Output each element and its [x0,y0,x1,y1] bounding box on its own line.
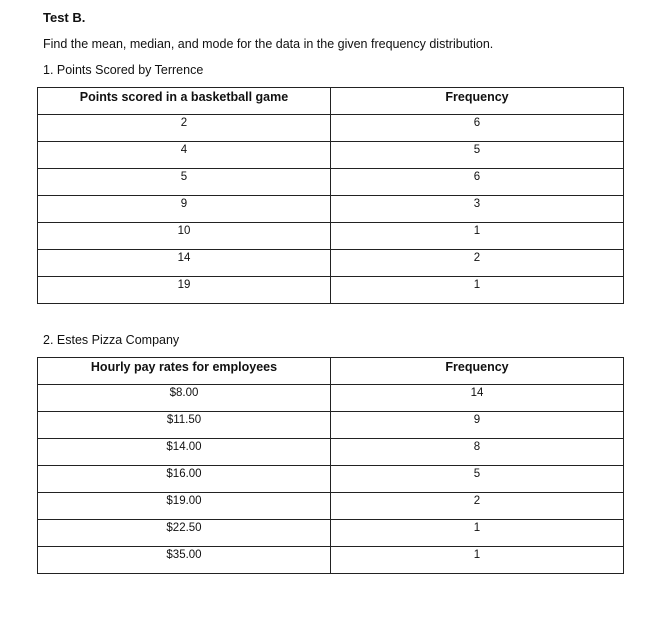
table-cell: 6 [331,169,624,196]
table-row [38,520,624,547]
table-row [38,547,624,574]
table-row [38,466,624,493]
table-row [38,223,624,250]
instructions: Find the mean, median, and mode for the data in the given frequency distribution. [43,37,494,51]
table-cell: 1 [331,520,624,547]
table-cell: 2 [38,115,331,142]
table-header-row [38,88,624,115]
table-cell: 1 [331,547,624,574]
table-cell: 5 [331,466,624,493]
page-title: Test B. [43,10,86,25]
table-cell: 8 [331,439,624,466]
table-cell: 2 [331,493,624,520]
table-row [38,142,624,169]
table-cell: 4 [38,142,331,169]
table-cell: 1 [331,277,624,304]
problem-2-caption: 2. Estes Pizza Company [43,333,180,347]
table-cell: 6 [331,115,624,142]
table-row [38,439,624,466]
table-row [38,277,624,304]
table-row [38,169,624,196]
table-row [38,493,624,520]
table-cell: 10 [38,223,331,250]
table-cell: 2 [331,250,624,277]
table-row [38,385,624,412]
table-row [38,250,624,277]
pay-rate-frequency-table [37,357,624,574]
table-cell: $35.00 [38,547,331,574]
column-header: Hourly pay rates for employees [38,358,331,385]
table-cell: $16.00 [38,466,331,493]
table-cell: $8.00 [38,385,331,412]
table-cell: 9 [331,412,624,439]
table-cell: 1 [331,223,624,250]
table-cell: 9 [38,196,331,223]
column-header: Frequency [331,88,624,115]
table-header-row [38,358,624,385]
problem-1-caption: 1. Points Scored by Terrence [43,63,204,77]
table-row [38,115,624,142]
table-row [38,412,624,439]
table-row [38,196,624,223]
table-cell: 14 [38,250,331,277]
table-cell: $14.00 [38,439,331,466]
table-cell: $22.50 [38,520,331,547]
points-frequency-table [37,87,624,304]
table-cell: 5 [38,169,331,196]
column-header: Points scored in a basketball game [38,88,331,115]
table-cell: $19.00 [38,493,331,520]
table-cell: 19 [38,277,331,304]
table-cell: 5 [331,142,624,169]
table-cell: 3 [331,196,624,223]
table-cell: 14 [331,385,624,412]
column-header: Frequency [331,358,624,385]
table-cell: $11.50 [38,412,331,439]
